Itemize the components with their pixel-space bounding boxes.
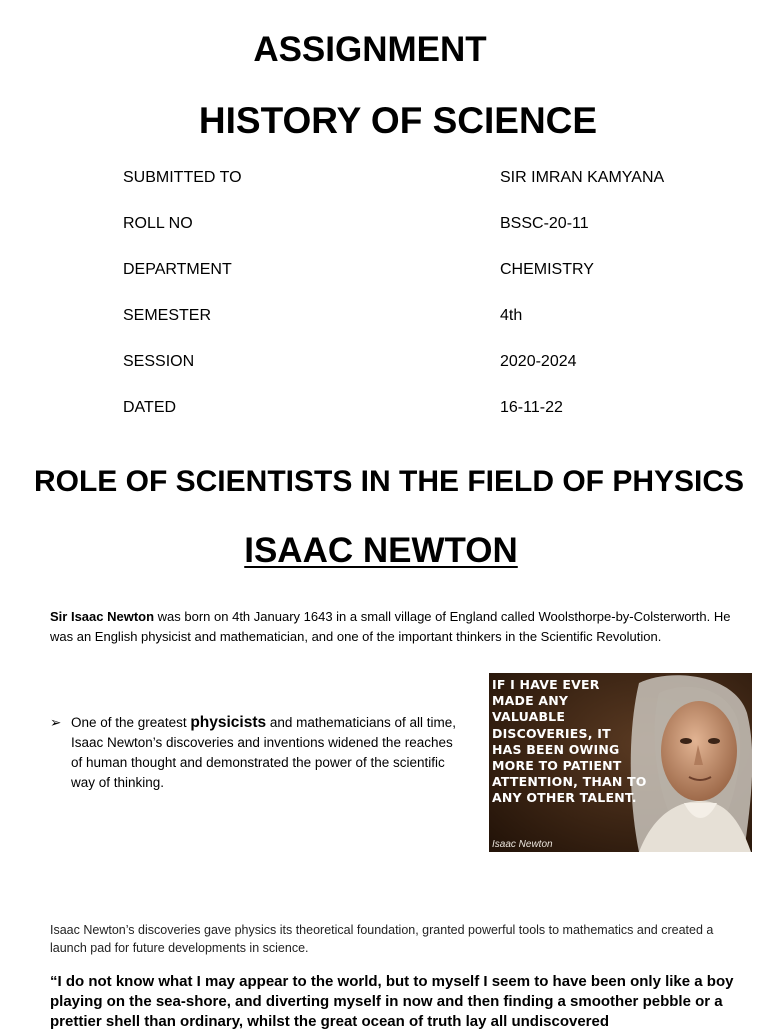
bullet-text	[71, 713, 460, 793]
portrait-quote-line: HAS BEEN OWING	[492, 741, 620, 757]
info-label-submitted-to: SUBMITTED TO	[123, 169, 242, 186]
bullet-text-before: One of the greatest	[71, 715, 191, 730]
section-subheading	[0, 531, 762, 571]
info-value-roll-no: BSSC-20-11	[500, 215, 589, 232]
bullet-emphasis: physicists	[190, 714, 267, 731]
section-heading: ROLE OF SCIENTISTS IN THE FIELD OF PHYSICS	[33, 465, 745, 498]
portrait-quote-line: VALUABLE	[492, 709, 566, 725]
newton-quote: “I do not know what I may appear to the world, but to myself I seem to have been only like a boy playing on the sea-shore, and diverting myself in now and then finding a smoother pebble or a prettier shell than ordinary, whilst the great ocean of truth lay all undiscovered	[50, 973, 734, 1030]
info-label-session: SESSION	[123, 353, 195, 370]
summary-paragraph: Isaac Newton’s discoveries gave physics its theoretical foundation, granted powerful tools to mathematics and created a launch pad for future developments in science.	[50, 923, 714, 955]
info-value-session: 2020-2024	[500, 353, 577, 370]
assignment-title: ASSIGNMENT	[253, 30, 487, 69]
info-value-submitted-to: SIR IMRAN KAMYANA	[500, 169, 665, 186]
portrait-quote	[492, 677, 647, 807]
info-label-roll-no: ROLL NO	[123, 215, 193, 232]
intro-text: was born on 4th January 1643 in a small village of England called Woolsthorpe-by-Colsterworth. He was an English physicist and mathematician, and one of the important thinkers in the Scientific Revolution.	[50, 609, 731, 644]
subheading-text: ISAAC NEWTON	[244, 531, 518, 570]
intro-name: Sir Isaac Newton	[50, 609, 155, 624]
portrait-quote-line: DISCOVERIES, IT	[492, 725, 611, 741]
info-label-department: DEPARTMENT	[123, 261, 232, 278]
arrow-bullet-icon: ➢	[50, 715, 62, 730]
portrait-quote-line: MORE TO PATIENT	[492, 758, 622, 774]
newton-quote-image	[489, 673, 752, 852]
portrait-caption: Isaac Newton	[492, 839, 553, 850]
bullet-point	[50, 713, 460, 793]
info-value-semester: 4th	[500, 307, 523, 324]
info-label-semester: SEMESTER	[123, 307, 212, 324]
portrait-quote-line: IF I HAVE EVER	[492, 677, 600, 692]
portrait-quote-line: MADE ANY	[492, 693, 569, 709]
subject-title: HISTORY OF SCIENCE	[198, 100, 598, 141]
info-value-dated: 16-11-22	[500, 399, 563, 416]
portrait-quote-line: ATTENTION, THAN TO	[492, 774, 647, 790]
info-value-department: CHEMISTRY	[500, 261, 594, 278]
bullet-text-after: and mathematicians of all time, Isaac Newton’s discoveries and inventions widened the reaches of human thought and demonstrated the power of the scientific way of thinking.	[71, 715, 456, 790]
info-label-dated: DATED	[123, 399, 177, 416]
intro-paragraph	[50, 607, 740, 647]
portrait-quote-line: ANY OTHER TALENT.	[492, 790, 637, 806]
